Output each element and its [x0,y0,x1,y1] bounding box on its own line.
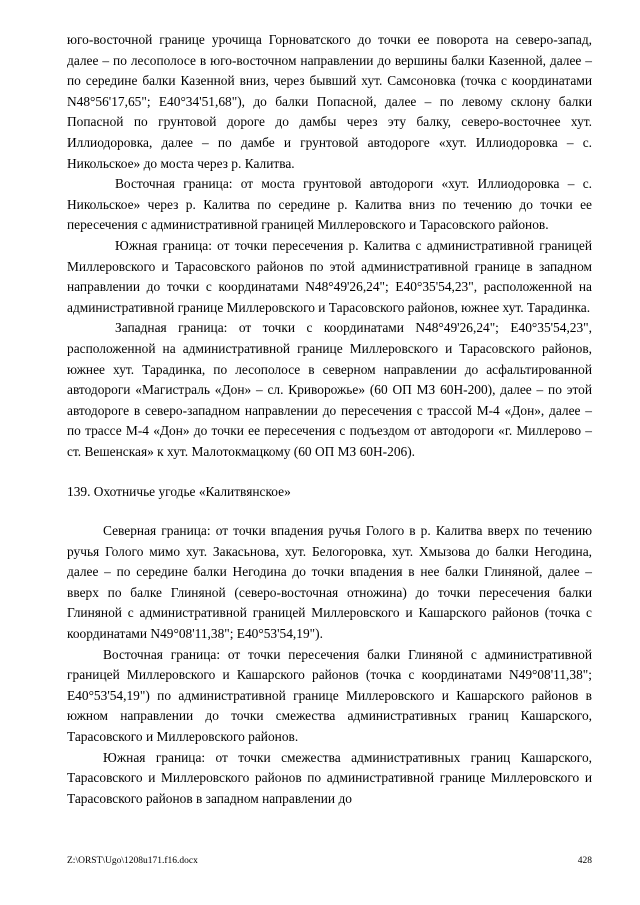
page-footer [67,855,592,867]
document-body [67,30,592,809]
footer-file-path: Z:\ORST\Ugo\1208u171.f16.docx [67,856,198,866]
section-heading: 139. Охотничье угодье «Калитвянское» [67,484,291,500]
paragraph-west-boundary: Западная граница: от точки с координатами N48°49'26,24"; E40°35'54,23", расположенной на административной границе Миллеровского и Тарасовского районов, южнее хут. Тарадинка, по лесополосе в северном направлении до асфальтированной автодороги «Магистраль «Дон» – сл. Криворожье» (60 ОП МЗ 60Н-200), далее – по этой автодороге в северо-западном направлении до пересечения с трассой М-4 «Дон», далее – по трассе М-4 «Дон» до точки ее пересечения с подъездом от автодороги «г. Миллерово – ст. Вешенская» к хут. Малотокмацкому (60 ОП МЗ 60Н-206). [67,320,592,459]
paragraph-south-boundary: Южная граница: от точки пересечения р. Калитва с административной границей Миллеровского и Тарасовского районов по этой административной границе в западном направлении до точки с координатами N48°49'26,24"; E40°35'54,23", расположенной на административной границе Миллеровского и Тарасовского районов, южнее хут. Тарадинка. [67,237,592,315]
paragraph-continuation: юго-восточной границе урочища Горноватского до точки ее поворота на северо-запад, далее – по лесополосе в юго-восточном направлении до вершины балки Казенной, далее – по середине балки Казенной вниз, через бывший хут. Самсоновка (точка с координатами N48°56'17,65"; E40°34'51,68"), до балки Попасной, далее – по левому склону балки Попасной по грунтовой дороге до дамбы через эту балку, северо-восточнее хут. Иллиодоровка, далее – по дамбе и грунтовой автодороге «хут. Иллиодоровка – с. Никольское» до моста через р. Калитва. [67,32,592,171]
paragraph-east-boundary: Восточная граница: от моста грунтовой автодороги «хут. Иллиодоровка – с. Никольское» через р. Калитва по середине р. Калитва вниз по течению до точки ее пересечения с административной границей Миллеровского и Тарасовского районов. [67,176,592,233]
paragraph-north-boundary: Северная граница: от точки впадения ручья Голого в р. Калитва вверх по течению ручья Голого мимо хут. Закасьнова, хут. Белогоровка, хут. Хмызова до балки Негодина, далее – по середине балки Негодина до точки впадения в нее балки Глиняной, далее – вверх по балке Глиняной (северо-восточная отножина) до точки пересечения балки Глиняной с административной границей Миллеровского и Кашарского районов (точка с координатами N49°08'11,38"; E40°53'54,19"). [67,523,592,642]
footer-page-number: 428 [577,856,592,866]
paragraph-south-boundary-2: Южная граница: от точки смежества административных границ Кашарского, Тарасовского и Миллеровского районов по административной границе Миллеровского и Тарасовского районов в западном направлении до [67,749,592,806]
paragraph-east-boundary-2: Восточная граница: от точки пересечения балки Глиняной с административной границей Миллеровского и Кашарского районов (точка с координатами N49°08'11,38"; E40°53'54,19") по административной границе Миллеровского и Кашарского районов в южном направлении до точки смежества административных границ Кашарского, Тарасовского и Миллеровского районов. [67,646,592,744]
